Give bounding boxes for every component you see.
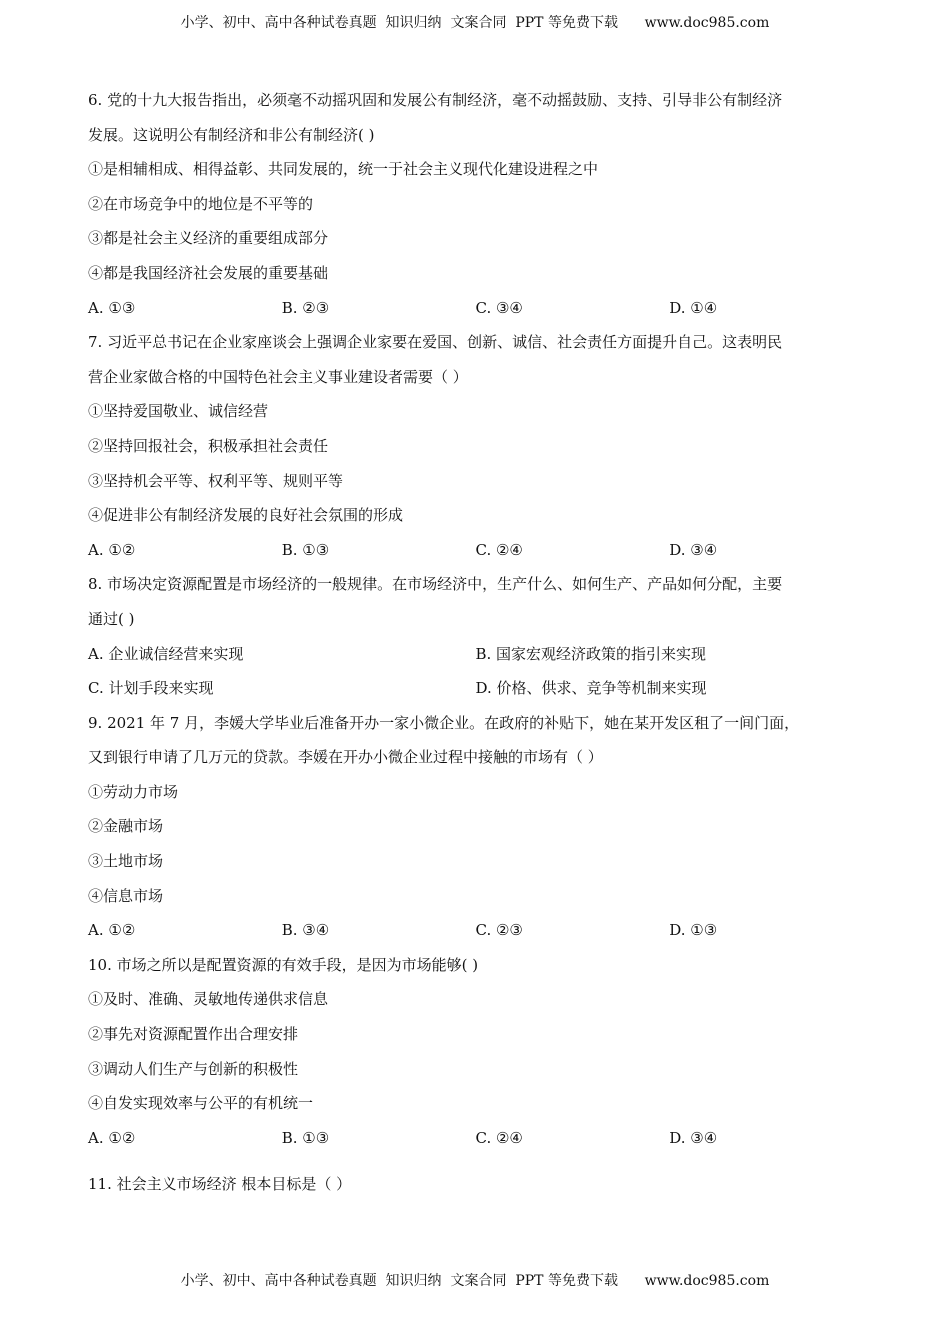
question-list bbox=[88, 83, 863, 1202]
option-c: C. ②④ bbox=[475, 1128, 523, 1147]
statement-item: ②坚持回报社会，积极承担社会责任 bbox=[88, 436, 329, 455]
statement-item: ③坚持机会平等、权利平等、规则平等 bbox=[88, 471, 344, 490]
option-a: A. ①② bbox=[88, 921, 136, 940]
question-stem: 9. 2021 年 7 月，李媛大学毕业后准备开办一家小微企业。在政府的补贴下，她在某开发区租了一间门面， bbox=[88, 713, 800, 732]
answer-options bbox=[88, 291, 863, 326]
option-b: B. ①③ bbox=[281, 1128, 330, 1147]
question-stem: 10. 市场之所以是配置资源的有效手段，是因为市场能够( ) bbox=[88, 955, 479, 974]
option-c: C. ②④ bbox=[475, 540, 523, 559]
statement-item: ④信息市场 bbox=[88, 886, 164, 905]
option-a: A. ①② bbox=[88, 540, 136, 559]
option-b: B. ①③ bbox=[281, 540, 330, 559]
page-header: 小学、初中、高中各种试卷真题 知识归纳 文案合同 PPT 等免费下载 www.doc985.com bbox=[180, 15, 770, 31]
statement-item: ③调动人们生产与创新的积极性 bbox=[88, 1059, 299, 1078]
option-a: A. ①② bbox=[88, 1128, 136, 1147]
question-stem: 营企业家做合格的中国特色社会主义事业建设者需要（ ） bbox=[88, 367, 468, 386]
option-d: D. ③④ bbox=[669, 1128, 718, 1147]
option-c: C. ②③ bbox=[475, 921, 523, 940]
question-stem: 又到银行申请了几万元的贷款。李媛在开办小微企业过程中接触的市场有（ ） bbox=[88, 748, 603, 767]
answer-options bbox=[88, 913, 863, 948]
statement-item: ①劳动力市场 bbox=[88, 782, 179, 801]
answer-options bbox=[88, 1121, 863, 1156]
question-stem: 7. 习近平总书记在企业家座谈会上强调企业家要在爱国、创新、诚信、社会责任方面提升自己。这表明民 bbox=[88, 333, 783, 352]
answer-options bbox=[88, 533, 863, 568]
statement-item: ②在市场竞争中的地位是不平等的 bbox=[88, 194, 314, 213]
option-b: B. ③④ bbox=[281, 921, 330, 940]
question-7 bbox=[88, 325, 863, 567]
option-a: A. ①③ bbox=[88, 298, 136, 317]
statement-item: ③都是社会主义经济的重要组成部分 bbox=[88, 229, 329, 248]
question-stem: 6. 党的十九大报告指出，必须毫不动摇巩固和发展公有制经济，毫不动摇鼓励、支持、引导非公有制经济 bbox=[88, 91, 783, 109]
question-stem: 8. 市场决定资源配置是市场经济的一般规律。在市场经济中，生产什么、如何生产、产品如何分配，主要 bbox=[88, 575, 783, 594]
statement-item: ①及时、准确、灵敏地传递供求信息 bbox=[88, 990, 329, 1009]
statement-item: ④促进非公有制经济发展的良好社会氛围的形成 bbox=[88, 506, 404, 525]
statement-item: ②金融市场 bbox=[88, 817, 164, 836]
page-footer: 小学、初中、高中各种试卷真题 知识归纳 文案合同 PPT 等免费下载 www.doc985.com bbox=[180, 1273, 770, 1289]
option-d: D. ①④ bbox=[669, 298, 718, 317]
question-11 bbox=[88, 1167, 863, 1202]
option-b: B. ②③ bbox=[281, 298, 330, 317]
option-c: C. 计划手段来实现 bbox=[88, 679, 214, 698]
question-9 bbox=[88, 706, 863, 948]
question-stem: 发展。这说明公有制经济和非公有制经济( ) bbox=[88, 125, 375, 144]
question-8 bbox=[88, 567, 863, 705]
statement-item: ③土地市场 bbox=[88, 852, 164, 871]
statement-item: ①是相辅相成、相得益彰、共同发展的，统一于社会主义现代化建设进程之中 bbox=[88, 160, 599, 179]
answer-options bbox=[88, 637, 863, 672]
option-d: D. 价格、供求、竞争等机制来实现 bbox=[475, 679, 707, 698]
answer-options bbox=[88, 671, 863, 706]
option-b: B. 国家宏观经济政策的指引来实现 bbox=[475, 644, 707, 663]
statement-item: ④都是我国经济社会发展的重要基础 bbox=[88, 263, 329, 282]
statement-item: ②事先对资源配置作出合理安排 bbox=[88, 1025, 299, 1044]
question-stem: 11. 社会主义市场经济 根本目标是（ ） bbox=[88, 1175, 352, 1194]
option-c: C. ③④ bbox=[475, 298, 523, 317]
statement-item: ①坚持爱国敬业、诚信经营 bbox=[88, 402, 269, 421]
option-d: D. ③④ bbox=[669, 540, 718, 559]
statement-item: ④自发实现效率与公平的有机统一 bbox=[88, 1094, 314, 1113]
option-a: A. 企业诚信经营来实现 bbox=[88, 644, 244, 663]
question-6 bbox=[88, 83, 863, 325]
option-d: D. ①③ bbox=[669, 921, 718, 940]
question-10 bbox=[88, 948, 863, 1156]
question-stem: 通过( ) bbox=[88, 609, 135, 628]
